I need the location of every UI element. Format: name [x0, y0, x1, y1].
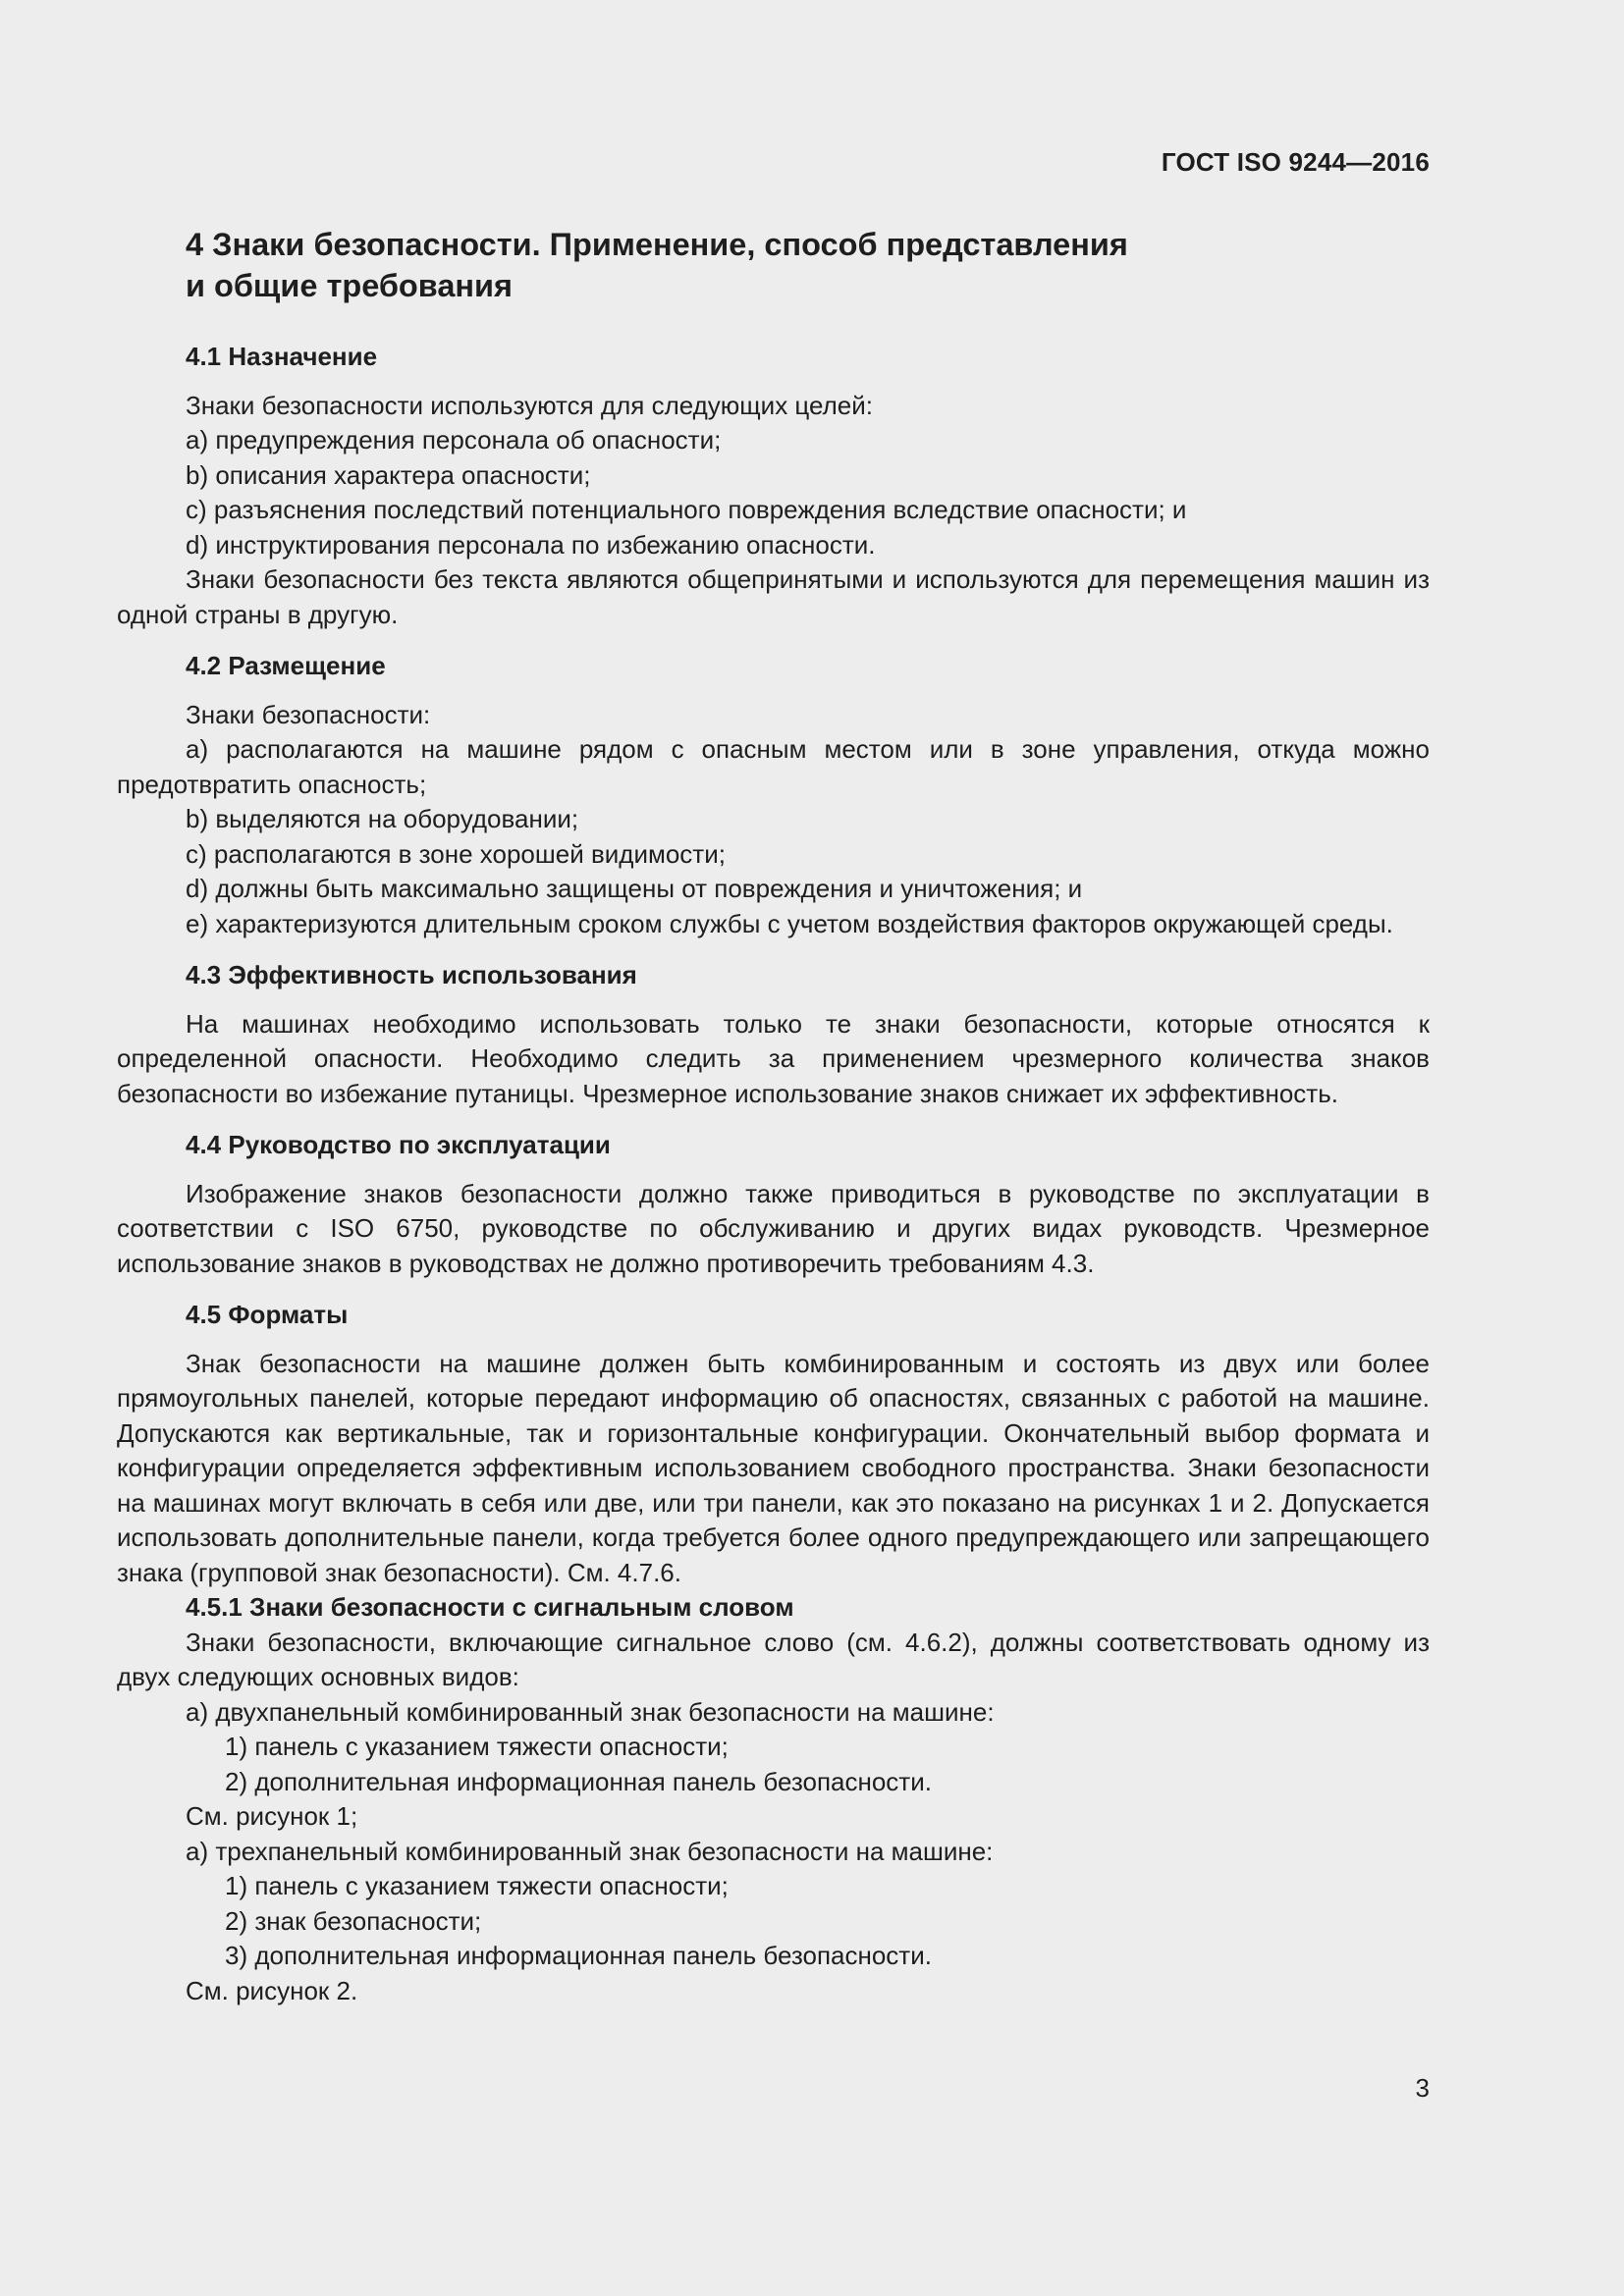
page-content [117, 224, 1430, 2008]
section-4-4-heading: 4.4 Руководство по эксплуатации [186, 1130, 611, 1159]
section-4-3-heading: 4.3 Эффективность использования [186, 960, 637, 989]
section-4-1-heading: 4.1 Назначение [186, 342, 378, 371]
document-code: ГОСТ ISO 9244—2016 [1161, 147, 1430, 177]
section-4-5-paragraph: Знак безопасности на машине должен быть комбинированным и состоять из двух или более прямоугольных панелей, которые передают информацию об опасностях, связанных с работой на машине. Допускаются как вертикальные, так и горизонтальные конфигурации. Окончательный выбор формата и конфигурации определяется эффективным использованием свободного пространства. Знаки безопасности на машинах могут включать в себя или две, или три панели, как это показано на рисунках 1 и 2. Допускается использовать дополнительные панели, когда требуется более одного предупреждающего или запрещающего знака (групповой знак безопасности). См. 4.7.6. [117, 1348, 1430, 1587]
sub-list-item: 2) знак безопасности; [225, 1905, 482, 1936]
sub-list-item: 3) дополнительная информационная панель безопасности. [225, 1941, 932, 1970]
section-4-title-line1: 4 Знаки безопасности. Применение, способ представления [186, 227, 1128, 262]
sub-list-item: 1) панель с указанием тяжести опасности; [225, 1871, 729, 1900]
section-4-1-paragraph: Знаки безопасности без текста являются общепринятыми и используются для перемещения машин из одной страны в другую. [117, 564, 1430, 629]
list-item: a) предупреждения персонала об опасности; [186, 425, 722, 454]
section-4-title-line2: и общие требования [186, 268, 513, 303]
list-item: a) располагаются на машине рядом с опасным местом или в зоне управления, откуда можно предотвратить опасность; [117, 734, 1430, 799]
sub-list-item: 1) панель с указанием тяжести опасности; [225, 1732, 729, 1761]
section-4-2-intro: Знаки безопасности: [186, 699, 431, 729]
list-item: a) трехпанельный комбинированный знак безопасности на машине: [186, 1836, 994, 1866]
section-4-5-1-heading: 4.5.1 Знаки безопасности с сигнальным словом [186, 1592, 794, 1622]
list-item: b) выделяются на оборудовании; [186, 804, 579, 833]
list-item: c) располагаются в зоне хорошей видимости; [186, 838, 726, 869]
section-4-2-heading: 4.2 Размещение [186, 651, 386, 680]
section-4-5-1-paragraph: Знаки безопасности, включающие сигнальное слово (см. 4.6.2), должны соответствовать одному из двух следующих основных видов: [117, 1627, 1430, 1691]
figure-reference: См. рисунок 1; [186, 1801, 358, 1831]
section-4-5-heading: 4.5 Форматы [186, 1300, 349, 1329]
section-4-3-paragraph: На машинах необходимо использовать только те знаки безопасности, которые относятся к определенной опасности. Необходимо следить за применением чрезмерного количества знаков безопасности во избежание путаницы. Чрезмерное использование знаков снижает их эффективность. [117, 1008, 1430, 1108]
list-item: b) описания характера опасности; [186, 459, 591, 490]
list-item: c) разъяснения последствий потенциального повреждения вследствие опасности; и [186, 495, 1187, 524]
section-4-title [186, 224, 1430, 306]
page-number: 3 [1415, 2073, 1430, 2103]
list-item: d) инструктирования персонала по избежанию опасности. [186, 529, 876, 560]
section-4-4-paragraph: Изображение знаков безопасности должно также приводиться в руководстве по эксплуатации в соответствии с ISO 6750, руководстве по обслуживанию и других видах руководств. Чрезмерное использование знаков в руководствах не должно противоречить требованиям 4.3. [117, 1178, 1430, 1278]
sub-list-item: 2) дополнительная информационная панель безопасности. [225, 1766, 932, 1796]
list-item: d) должны быть максимально защищены от повреждения и уничтожения; и [186, 874, 1083, 903]
section-4-1-intro: Знаки безопасности используются для следующих целей: [186, 390, 874, 420]
list-item: e) характеризуются длительным сроком службы с учетом воздействия факторов окружающей среды. [186, 908, 1393, 938]
figure-reference: См. рисунок 2. [186, 1975, 358, 2005]
list-item: a) двухпанельный комбинированный знак безопасности на машине: [186, 1696, 995, 1727]
